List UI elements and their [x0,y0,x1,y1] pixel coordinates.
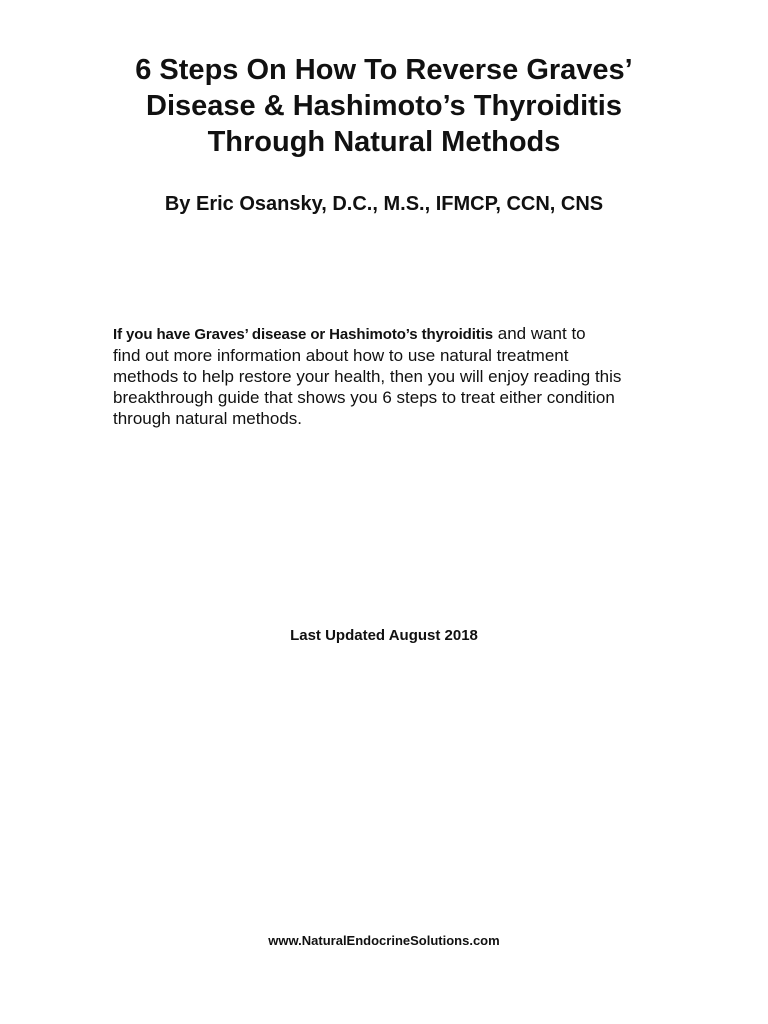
intro-highlight: If you have Graves’ disease or Hashimoto’s thyroiditis [113,326,494,343]
title-line-1: 6 Steps On How To Reverse Graves’ [135,54,633,86]
document-title [0,52,768,160]
intro-line-1-rest: and want to [493,324,586,343]
intro-line-2: find out more information about how to use natural treatment [113,346,569,365]
title-line-3: Through Natural Methods [207,126,561,158]
intro-line-3: methods to help restore your health, then you will enjoy reading this [113,367,622,386]
intro-line-4: breakthrough guide that shows you 6 steps to treat either condition [113,388,615,407]
last-updated-date: Last Updated August 2018 [290,627,478,644]
author-byline: By Eric Osansky, D.C., M.S., IFMCP, CCN, CNS [164,193,604,215]
intro-paragraph [113,323,653,429]
website-url: www.NaturalEndocrineSolutions.com [268,933,500,948]
intro-line-5: through natural methods. [113,409,303,428]
intro-line-1 [113,323,653,345]
title-line-2: Disease & Hashimoto’s Thyroiditis [146,90,622,122]
